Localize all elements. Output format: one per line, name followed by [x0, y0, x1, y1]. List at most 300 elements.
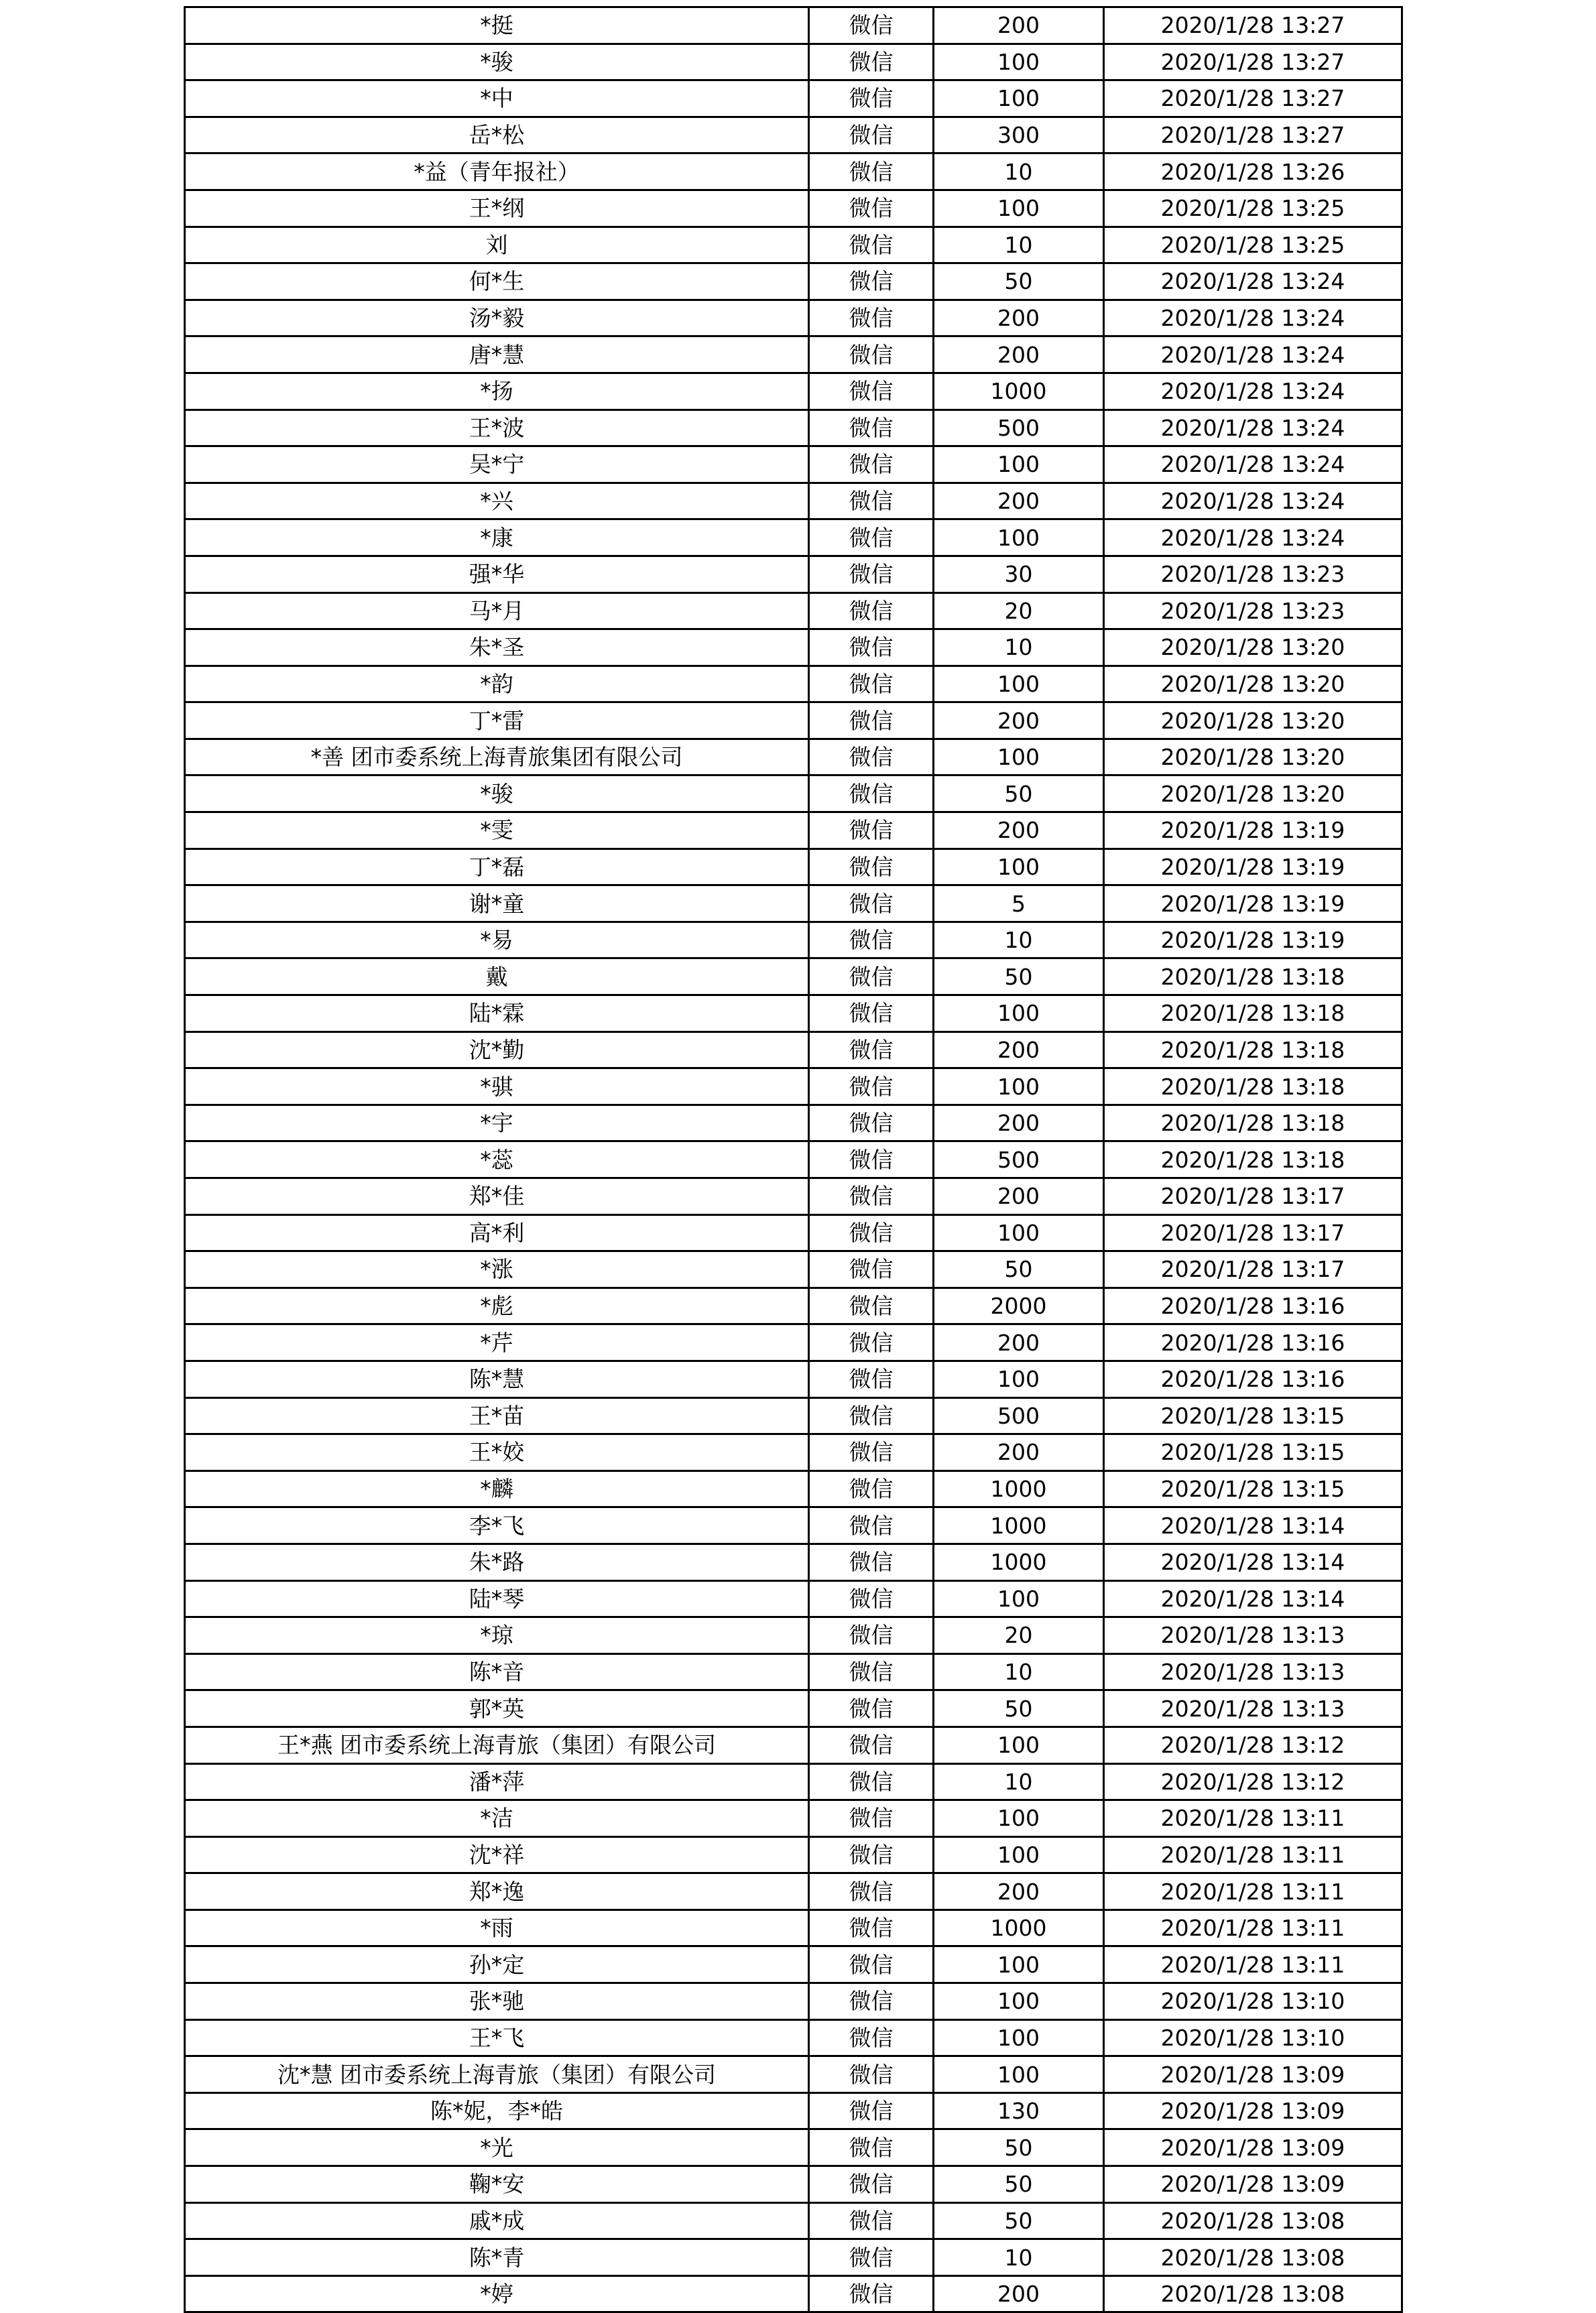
table-row: [185, 2166, 1402, 2203]
timestamp-cell: 2020/1/28 13:19: [1104, 922, 1402, 958]
timestamp-cell: 2020/1/28 13:15: [1104, 1397, 1402, 1434]
table-row: [185, 1983, 1402, 2020]
amount-cell: 200: [934, 1178, 1104, 1215]
table-row: [185, 117, 1402, 153]
timestamp-cell: 2020/1/28 13:18: [1104, 1105, 1402, 1141]
amount-cell: 200: [934, 1032, 1104, 1068]
donor-name-cell: 唐*慧: [185, 336, 809, 373]
donor-name-cell: 朱*路: [185, 1544, 809, 1580]
amount-cell: 100: [934, 1983, 1104, 2020]
timestamp-cell: 2020/1/28 13:20: [1104, 702, 1402, 739]
donor-name-cell: 谢*童: [185, 885, 809, 922]
table-row: [185, 373, 1402, 410]
amount-cell: 1000: [934, 373, 1104, 410]
donor-name-cell: *骏: [185, 775, 809, 812]
amount-cell: 100: [934, 190, 1104, 227]
timestamp-cell: 2020/1/28 13:20: [1104, 739, 1402, 775]
timestamp-cell: 2020/1/28 13:08: [1104, 2202, 1402, 2239]
payment-channel-cell: 微信: [809, 44, 934, 80]
payment-channel-cell: 微信: [809, 446, 934, 483]
donor-name-cell: *光: [185, 2129, 809, 2166]
amount-cell: 200: [934, 1105, 1104, 1141]
table-row: [185, 2202, 1402, 2239]
timestamp-cell: 2020/1/28 13:25: [1104, 190, 1402, 227]
timestamp-cell: 2020/1/28 13:13: [1104, 1617, 1402, 1654]
payment-channel-cell: 微信: [809, 2019, 934, 2056]
payment-channel-cell: 微信: [809, 1178, 934, 1215]
timestamp-cell: 2020/1/28 13:24: [1104, 446, 1402, 483]
timestamp-cell: 2020/1/28 13:15: [1104, 1434, 1402, 1471]
payment-channel-cell: 微信: [809, 812, 934, 849]
donor-name-cell: 王*纲: [185, 190, 809, 227]
timestamp-cell: 2020/1/28 13:08: [1104, 2239, 1402, 2276]
donor-name-cell: 吴*宁: [185, 446, 809, 483]
timestamp-cell: 2020/1/28 13:11: [1104, 1800, 1402, 1837]
amount-cell: 50: [934, 775, 1104, 812]
amount-cell: 20: [934, 592, 1104, 629]
donor-name-cell: 郭*英: [185, 1690, 809, 1727]
donor-name-cell: *骏: [185, 44, 809, 80]
payment-channel-cell: 微信: [809, 410, 934, 446]
donor-name-cell: 高*利: [185, 1214, 809, 1251]
amount-cell: 100: [934, 519, 1104, 556]
table-row: [185, 153, 1402, 190]
timestamp-cell: 2020/1/28 13:11: [1104, 1946, 1402, 1983]
payment-channel-cell: 微信: [809, 300, 934, 336]
timestamp-cell: 2020/1/28 13:10: [1104, 1983, 1402, 2020]
amount-cell: 50: [934, 1690, 1104, 1727]
donor-name-cell: *益（青年报社）: [185, 153, 809, 190]
donor-name-cell: 鞠*安: [185, 2166, 809, 2203]
donor-name-cell: 郑*佳: [185, 1178, 809, 1215]
donor-name-cell: *洁: [185, 1800, 809, 1837]
table-row: [185, 2239, 1402, 2276]
donor-name-cell: *芹: [185, 1324, 809, 1361]
amount-cell: 200: [934, 1873, 1104, 1910]
table-row: [185, 410, 1402, 446]
payment-channel-cell: 微信: [809, 7, 934, 44]
timestamp-cell: 2020/1/28 13:18: [1104, 958, 1402, 995]
donor-name-cell: 李*飞: [185, 1507, 809, 1544]
donor-name-cell: 丁*磊: [185, 849, 809, 885]
amount-cell: 500: [934, 1141, 1104, 1178]
amount-cell: 200: [934, 812, 1104, 849]
table-row: [185, 1507, 1402, 1544]
donor-name-cell: 丁*雷: [185, 702, 809, 739]
table-row: [185, 629, 1402, 666]
timestamp-cell: 2020/1/28 13:24: [1104, 263, 1402, 300]
donor-name-cell: *婷: [185, 2275, 809, 2312]
timestamp-cell: 2020/1/28 13:12: [1104, 1727, 1402, 1763]
timestamp-cell: 2020/1/28 13:27: [1104, 44, 1402, 80]
amount-cell: 1000: [934, 1544, 1104, 1580]
donor-name-cell: 汤*毅: [185, 300, 809, 336]
payment-channel-cell: 微信: [809, 1836, 934, 1873]
table-row: [185, 1617, 1402, 1654]
table-row: [185, 1910, 1402, 1946]
payment-channel-cell: 微信: [809, 483, 934, 519]
payment-channel-cell: 微信: [809, 1361, 934, 1397]
timestamp-cell: 2020/1/28 13:09: [1104, 2092, 1402, 2129]
timestamp-cell: 2020/1/28 13:26: [1104, 153, 1402, 190]
amount-cell: 20: [934, 1617, 1104, 1654]
timestamp-cell: 2020/1/28 13:09: [1104, 2056, 1402, 2093]
amount-cell: 5: [934, 885, 1104, 922]
timestamp-cell: 2020/1/28 13:23: [1104, 556, 1402, 592]
timestamp-cell: 2020/1/28 13:27: [1104, 80, 1402, 117]
donor-name-cell: *扬: [185, 373, 809, 410]
amount-cell: 1000: [934, 1471, 1104, 1507]
payment-channel-cell: 微信: [809, 519, 934, 556]
table-row: [185, 446, 1402, 483]
donor-name-cell: 沈*祥: [185, 1836, 809, 1873]
payment-channel-cell: 微信: [809, 1434, 934, 1471]
table-row: [185, 1653, 1402, 1690]
amount-cell: 300: [934, 117, 1104, 153]
table-row: [185, 1141, 1402, 1178]
payment-channel-cell: 微信: [809, 2092, 934, 2129]
timestamp-cell: 2020/1/28 13:20: [1104, 629, 1402, 666]
timestamp-cell: 2020/1/28 13:24: [1104, 410, 1402, 446]
timestamp-cell: 2020/1/28 13:18: [1104, 1141, 1402, 1178]
amount-cell: 100: [934, 1946, 1104, 1983]
donor-name-cell: 潘*萍: [185, 1763, 809, 1800]
amount-cell: 130: [934, 2092, 1104, 2129]
table-row: [185, 263, 1402, 300]
timestamp-cell: 2020/1/28 13:18: [1104, 1068, 1402, 1105]
amount-cell: 50: [934, 958, 1104, 995]
table-row: [185, 1836, 1402, 1873]
payment-channel-cell: 微信: [809, 556, 934, 592]
donor-name-cell: 戚*成: [185, 2202, 809, 2239]
payment-channel-cell: 微信: [809, 336, 934, 373]
timestamp-cell: 2020/1/28 13:27: [1104, 117, 1402, 153]
table-row: [185, 1434, 1402, 1471]
timestamp-cell: 2020/1/28 13:16: [1104, 1288, 1402, 1324]
table-row: [185, 702, 1402, 739]
donor-name-cell: 王*波: [185, 410, 809, 446]
donor-name-cell: *中: [185, 80, 809, 117]
donor-name-cell: 陈*青: [185, 2239, 809, 2276]
amount-cell: 100: [934, 1214, 1104, 1251]
amount-cell: 10: [934, 227, 1104, 263]
table-row: [185, 849, 1402, 885]
amount-cell: 200: [934, 7, 1104, 44]
payment-channel-cell: 微信: [809, 2202, 934, 2239]
amount-cell: 200: [934, 702, 1104, 739]
donor-name-cell: 沈*勤: [185, 1032, 809, 1068]
payment-channel-cell: 微信: [809, 958, 934, 995]
payment-channel-cell: 微信: [809, 1214, 934, 1251]
donor-name-cell: 刘: [185, 227, 809, 263]
amount-cell: 10: [934, 629, 1104, 666]
timestamp-cell: 2020/1/28 13:14: [1104, 1544, 1402, 1580]
donor-name-cell: 张*驰: [185, 1983, 809, 2020]
amount-cell: 10: [934, 922, 1104, 958]
table-row: [185, 1361, 1402, 1397]
table-row: [185, 1580, 1402, 1617]
donor-name-cell: *康: [185, 519, 809, 556]
payment-channel-cell: 微信: [809, 2239, 934, 2276]
payment-channel-cell: 微信: [809, 263, 934, 300]
timestamp-cell: 2020/1/28 13:10: [1104, 2019, 1402, 2056]
amount-cell: 200: [934, 1324, 1104, 1361]
table-row: [185, 1727, 1402, 1763]
donor-name-cell: 朱*圣: [185, 629, 809, 666]
payment-channel-cell: 微信: [809, 1105, 934, 1141]
amount-cell: 100: [934, 44, 1104, 80]
donor-name-cell: 陆*霖: [185, 995, 809, 1032]
donor-name-cell: *麟: [185, 1471, 809, 1507]
payment-channel-cell: 微信: [809, 1617, 934, 1654]
timestamp-cell: 2020/1/28 13:20: [1104, 775, 1402, 812]
payment-channel-cell: 微信: [809, 1324, 934, 1361]
amount-cell: 100: [934, 1727, 1104, 1763]
table-row: [185, 812, 1402, 849]
timestamp-cell: 2020/1/28 13:17: [1104, 1178, 1402, 1215]
donor-name-cell: *蕊: [185, 1141, 809, 1178]
payment-channel-cell: 微信: [809, 1544, 934, 1580]
amount-cell: 500: [934, 410, 1104, 446]
table-row: [185, 227, 1402, 263]
donor-name-cell: 陆*琴: [185, 1580, 809, 1617]
donor-name-cell: 陈*音: [185, 1653, 809, 1690]
payment-channel-cell: 微信: [809, 1580, 934, 1617]
payment-channel-cell: 微信: [809, 1763, 934, 1800]
table-row: [185, 2019, 1402, 2056]
amount-cell: 100: [934, 1836, 1104, 1873]
timestamp-cell: 2020/1/28 13:27: [1104, 7, 1402, 44]
timestamp-cell: 2020/1/28 13:18: [1104, 995, 1402, 1032]
table-row: [185, 2275, 1402, 2312]
payment-channel-cell: 微信: [809, 702, 934, 739]
table-row: [185, 1763, 1402, 1800]
donor-name-cell: 陈*慧: [185, 1361, 809, 1397]
timestamp-cell: 2020/1/28 13:11: [1104, 1910, 1402, 1946]
amount-cell: 50: [934, 2129, 1104, 2166]
timestamp-cell: 2020/1/28 13:14: [1104, 1580, 1402, 1617]
payment-channel-cell: 微信: [809, 995, 934, 1032]
donor-name-cell: *善 团市委系统上海青旅集团有限公司: [185, 739, 809, 775]
donor-name-cell: *彪: [185, 1288, 809, 1324]
payment-channel-cell: 微信: [809, 2166, 934, 2203]
amount-cell: 50: [934, 263, 1104, 300]
payment-channel-cell: 微信: [809, 1983, 934, 2020]
table-row: [185, 1214, 1402, 1251]
timestamp-cell: 2020/1/28 13:24: [1104, 336, 1402, 373]
table-row: [185, 1324, 1402, 1361]
amount-cell: 100: [934, 1580, 1104, 1617]
timestamp-cell: 2020/1/28 13:08: [1104, 2275, 1402, 2312]
timestamp-cell: 2020/1/28 13:18: [1104, 1032, 1402, 1068]
payment-channel-cell: 微信: [809, 1946, 934, 1983]
timestamp-cell: 2020/1/28 13:19: [1104, 812, 1402, 849]
amount-cell: 100: [934, 1800, 1104, 1837]
amount-cell: 100: [934, 2019, 1104, 2056]
table-row: [185, 1251, 1402, 1288]
payment-channel-cell: 微信: [809, 1397, 934, 1434]
payment-channel-cell: 微信: [809, 2275, 934, 2312]
table-row: [185, 1946, 1402, 1983]
amount-cell: 100: [934, 666, 1104, 702]
payment-channel-cell: 微信: [809, 1690, 934, 1727]
donor-name-cell: 王*飞: [185, 2019, 809, 2056]
timestamp-cell: 2020/1/28 13:13: [1104, 1690, 1402, 1727]
payment-channel-cell: 微信: [809, 190, 934, 227]
payment-channel-cell: 微信: [809, 80, 934, 117]
payment-channel-cell: 微信: [809, 629, 934, 666]
amount-cell: 2000: [934, 1288, 1104, 1324]
payment-channel-cell: 微信: [809, 666, 934, 702]
amount-cell: 50: [934, 2202, 1104, 2239]
amount-cell: 100: [934, 80, 1104, 117]
table-row: [185, 775, 1402, 812]
table-row: [185, 1105, 1402, 1141]
table-row: [185, 1032, 1402, 1068]
donor-name-cell: *兴: [185, 483, 809, 519]
timestamp-cell: 2020/1/28 13:09: [1104, 2129, 1402, 2166]
amount-cell: 100: [934, 446, 1104, 483]
table-row: [185, 885, 1402, 922]
donor-name-cell: 沈*慧 团市委系统上海青旅（集团）有限公司: [185, 2056, 809, 2093]
payment-channel-cell: 微信: [809, 2056, 934, 2093]
timestamp-cell: 2020/1/28 13:24: [1104, 300, 1402, 336]
timestamp-cell: 2020/1/28 13:24: [1104, 483, 1402, 519]
table-row: [185, 1288, 1402, 1324]
amount-cell: 100: [934, 1361, 1104, 1397]
table-row: [185, 995, 1402, 1032]
payment-channel-cell: 微信: [809, 885, 934, 922]
amount-cell: 100: [934, 849, 1104, 885]
donor-name-cell: *挺: [185, 7, 809, 44]
table-row: [185, 1068, 1402, 1105]
table-row: [185, 300, 1402, 336]
table-row: [185, 739, 1402, 775]
donor-name-cell: *韵: [185, 666, 809, 702]
table-row: [185, 1873, 1402, 1910]
payment-channel-cell: 微信: [809, 2129, 934, 2166]
amount-cell: 200: [934, 300, 1104, 336]
amount-cell: 200: [934, 336, 1104, 373]
timestamp-cell: 2020/1/28 13:13: [1104, 1653, 1402, 1690]
payment-channel-cell: 微信: [809, 1507, 934, 1544]
donor-name-cell: 岳*松: [185, 117, 809, 153]
amount-cell: 200: [934, 1434, 1104, 1471]
timestamp-cell: 2020/1/28 13:15: [1104, 1471, 1402, 1507]
timestamp-cell: 2020/1/28 13:12: [1104, 1763, 1402, 1800]
payment-channel-cell: 微信: [809, 1471, 934, 1507]
table-row: [185, 2056, 1402, 2093]
table-row: [185, 80, 1402, 117]
timestamp-cell: 2020/1/28 13:24: [1104, 373, 1402, 410]
amount-cell: 10: [934, 1653, 1104, 1690]
table-row: [185, 483, 1402, 519]
payment-channel-cell: 微信: [809, 849, 934, 885]
timestamp-cell: 2020/1/28 13:17: [1104, 1251, 1402, 1288]
timestamp-cell: 2020/1/28 13:11: [1104, 1836, 1402, 1873]
amount-cell: 50: [934, 2166, 1104, 2203]
table-row: [185, 666, 1402, 702]
payment-channel-cell: 微信: [809, 1032, 934, 1068]
table-row: [185, 1178, 1402, 1215]
payment-channel-cell: 微信: [809, 1800, 934, 1837]
donation-table-body: [185, 7, 1402, 2312]
amount-cell: 1000: [934, 1507, 1104, 1544]
amount-cell: 10: [934, 153, 1104, 190]
donor-name-cell: *涨: [185, 1251, 809, 1288]
timestamp-cell: 2020/1/28 13:16: [1104, 1361, 1402, 1397]
donor-name-cell: 王*姣: [185, 1434, 809, 1471]
donor-name-cell: 何*生: [185, 263, 809, 300]
donor-name-cell: 王*燕 团市委系统上海青旅（集团）有限公司: [185, 1727, 809, 1763]
table-row: [185, 1544, 1402, 1580]
donation-table: [184, 6, 1403, 2313]
amount-cell: 1000: [934, 1910, 1104, 1946]
timestamp-cell: 2020/1/28 13:23: [1104, 592, 1402, 629]
amount-cell: 100: [934, 995, 1104, 1032]
table-row: [185, 1397, 1402, 1434]
donor-name-cell: 陈*妮，李*皓: [185, 2092, 809, 2129]
amount-cell: 500: [934, 1397, 1104, 1434]
table-row: [185, 2092, 1402, 2129]
amount-cell: 100: [934, 2056, 1104, 2093]
donor-name-cell: 戴: [185, 958, 809, 995]
amount-cell: 50: [934, 1251, 1104, 1288]
timestamp-cell: 2020/1/28 13:09: [1104, 2166, 1402, 2203]
amount-cell: 30: [934, 556, 1104, 592]
payment-channel-cell: 微信: [809, 739, 934, 775]
table-row: [185, 2129, 1402, 2166]
timestamp-cell: 2020/1/28 13:19: [1104, 885, 1402, 922]
payment-channel-cell: 微信: [809, 373, 934, 410]
table-row: [185, 1800, 1402, 1837]
table-row: [185, 44, 1402, 80]
timestamp-cell: 2020/1/28 13:17: [1104, 1214, 1402, 1251]
table-row: [185, 592, 1402, 629]
timestamp-cell: 2020/1/28 13:16: [1104, 1324, 1402, 1361]
amount-cell: 10: [934, 2239, 1104, 2276]
donor-name-cell: 郑*逸: [185, 1873, 809, 1910]
amount-cell: 200: [934, 2275, 1104, 2312]
donor-name-cell: 孙*定: [185, 1946, 809, 1983]
table-row: [185, 519, 1402, 556]
payment-channel-cell: 微信: [809, 117, 934, 153]
timestamp-cell: 2020/1/28 13:20: [1104, 666, 1402, 702]
payment-channel-cell: 微信: [809, 1653, 934, 1690]
payment-channel-cell: 微信: [809, 592, 934, 629]
donor-name-cell: *宇: [185, 1105, 809, 1141]
table-row: [185, 1690, 1402, 1727]
payment-channel-cell: 微信: [809, 1141, 934, 1178]
payment-channel-cell: 微信: [809, 1910, 934, 1946]
table-row: [185, 336, 1402, 373]
payment-channel-cell: 微信: [809, 153, 934, 190]
payment-channel-cell: 微信: [809, 775, 934, 812]
payment-channel-cell: 微信: [809, 922, 934, 958]
donor-name-cell: *易: [185, 922, 809, 958]
table-row: [185, 556, 1402, 592]
donor-name-cell: 马*月: [185, 592, 809, 629]
timestamp-cell: 2020/1/28 13:19: [1104, 849, 1402, 885]
amount-cell: 200: [934, 483, 1104, 519]
payment-channel-cell: 微信: [809, 1068, 934, 1105]
timestamp-cell: 2020/1/28 13:25: [1104, 227, 1402, 263]
donor-name-cell: *琼: [185, 1617, 809, 1654]
donor-name-cell: *雨: [185, 1910, 809, 1946]
payment-channel-cell: 微信: [809, 1288, 934, 1324]
donor-name-cell: *骐: [185, 1068, 809, 1105]
amount-cell: 100: [934, 1068, 1104, 1105]
